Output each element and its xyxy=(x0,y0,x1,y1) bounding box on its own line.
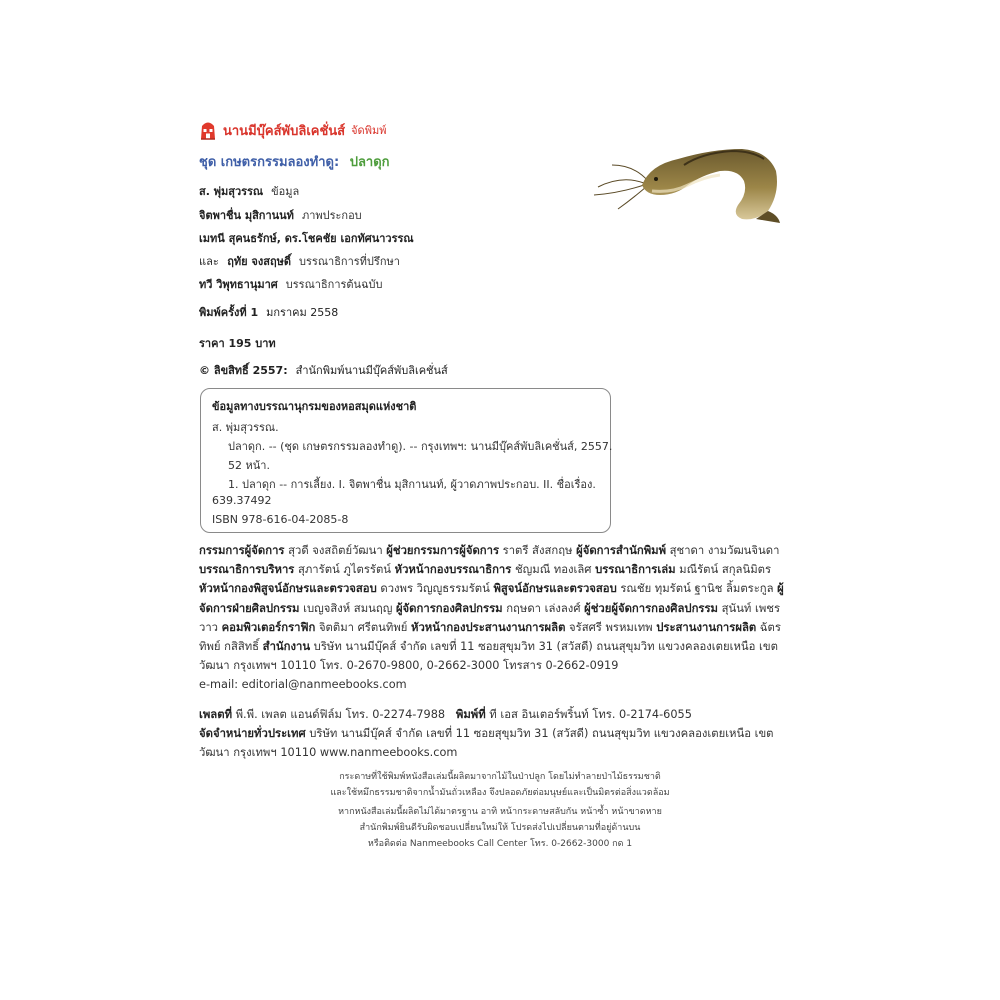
cip-isbn: ISBN 978-616-04-2085-8 xyxy=(212,513,349,526)
note-line: และใช้หมึกธรรมชาติจากน้ำมันถั่วเหลือง จึงปลอดภัยต่อมนุษย์และเป็นมิตรต่อสิ่งแวดล้อม xyxy=(330,788,670,798)
credit-role: บรรณาธิการต้นฉบับ xyxy=(285,278,383,291)
staff-role: พิสูจน์อักษรและตรวจสอบ xyxy=(493,582,617,596)
credit-name: ฤทัย จงสฤษดิ์ xyxy=(227,255,292,268)
plate-value: พี.พี. เพลต แอนด์ฟิล์ม โทร. 0-2274-7988 xyxy=(235,708,446,721)
staff-role: สำนักงาน xyxy=(262,640,311,654)
edition-date: มกราคม 2558 xyxy=(266,306,339,319)
cip-line: ปลาดุก. -- (ชุด เกษตรกรรมลองทำดู). -- กรุงเทพฯ: นานมีบุ๊คส์พับลิเคชั่นส์, 2557. xyxy=(228,440,613,453)
staff-name: รณชัย ทุมรัตน์ ฐานิช ลิ้มตระกูล xyxy=(620,582,774,596)
publisher-role: จัดพิมพ์ xyxy=(351,124,387,137)
staff-name: สุชาดา งามวัฒนจินดา xyxy=(669,544,780,557)
staff-role: ผู้จัดการกองศิลปกรรม xyxy=(395,601,503,615)
copyright-label: © ลิขสิทธิ์ 2557: xyxy=(199,364,288,377)
credit-role: ภาพประกอบ xyxy=(301,209,362,222)
plate-label: เพลตที่ xyxy=(199,708,233,721)
staff-role: ประสานงานการผลิต xyxy=(656,620,757,634)
cip-data-box xyxy=(200,388,611,533)
printing-info xyxy=(199,705,799,763)
edition-line xyxy=(199,303,338,321)
note-line: หรือติดต่อ Nanmeebooks Call Center โทร. 0-2662-3000 กด 1 xyxy=(367,839,633,849)
distributor-label: จัดจำหน่ายทั่วประเทศ xyxy=(199,727,306,741)
publisher-header xyxy=(199,118,386,142)
printer-value: ที เอส อินเตอร์พริ้นท์ โทร. 0-2174-6055 xyxy=(489,708,692,721)
series-label: ชุด xyxy=(199,155,217,170)
price-label: ราคา 195 บาท xyxy=(199,337,276,350)
copyright-holder: สำนักพิมพ์นานมีบุ๊คส์พับลิเคชั่นส์ xyxy=(295,364,448,377)
staff-name: สุภารัตน์ ภูไตรรัตน์ xyxy=(297,563,392,577)
credit-prefix: และ xyxy=(199,255,219,268)
staff-role: คอมพิวเตอร์กราฟิก xyxy=(221,620,316,634)
staff-name: สุนันท์ เพชรวาว xyxy=(199,601,781,634)
staff-name: จรัสศรี พรหมเทพ xyxy=(569,620,653,634)
distributor-value: บริษัท นานมีบุ๊คส์ จำกัด เลขที่ 11 ซอยสุขุมวิท 31 (สวัสดี) ถนนสุขุมวิท แขวงคลองเตยเหนือ เขตวัฒนา กรุงเทพฯ 10110 www.nanmeebooks.com xyxy=(199,727,774,760)
staff-role: หัวหน้ากองพิสูจน์อักษรและตรวจสอบ xyxy=(199,582,377,596)
defect-note xyxy=(0,804,1000,852)
cip-line: ส. พุ่มสุวรรณ. xyxy=(212,421,279,434)
staff-name: เบญจสิงห์ สมนฤญ xyxy=(303,601,393,615)
book-title: ปลาดุก xyxy=(349,155,390,170)
staff-name: ดวงพร วิญญูธรรมรัตน์ xyxy=(380,582,490,596)
cip-title: ข้อมูลทางบรรณานุกรมของหอสมุดแห่งชาติ xyxy=(212,400,417,413)
staff-role: บรรณาธิการบริหาร xyxy=(199,563,295,577)
series-name: เกษตรกรรมลองทำดู: xyxy=(220,155,340,170)
copyright-line xyxy=(199,361,448,379)
edition-label: พิมพ์ครั้งที่ 1 xyxy=(199,306,259,319)
staff-list xyxy=(199,541,791,695)
staff-role: หัวหน้ากองบรรณาธิการ xyxy=(394,563,512,577)
note-line: หากหนังสือเล่มนี้ผลิตไม่ได้มาตรฐาน อาทิ หน้ากระดาษสลับกัน หน้าซ้ำ หน้าขาดหาย xyxy=(338,807,662,817)
staff-name: จิตติมา ศรีตนทิพย์ xyxy=(318,620,408,634)
series-title xyxy=(199,151,390,172)
credit-role: บรรณาธิการที่ปรึกษา xyxy=(299,255,400,268)
credit-name: ส. พุ่มสุวรรณ xyxy=(199,185,264,198)
cip-line: 52 หน้า. xyxy=(228,459,270,472)
catfish-illustration xyxy=(592,135,792,225)
credit-name: จิตพาชื่น มุสิกานนท์ xyxy=(199,209,294,222)
credit-line xyxy=(199,182,299,200)
printer-label: พิมพ์ที่ xyxy=(455,708,486,721)
staff-name: กฤษดา เล่งลงศ์ xyxy=(506,601,581,615)
credit-line xyxy=(199,206,362,224)
credit-name: เมทนี สุคนธรักษ์, ดร.โชคชัย เอกทัศนาวรรณ xyxy=(199,232,414,245)
cip-line: 1. ปลาดุก -- การเลี้ยง. I. จิตพาชื่น มุสิกานนท์, ผู้วาดภาพประกอบ. II. ชื่อเรื่อง. xyxy=(228,478,596,491)
nanmee-logo-icon xyxy=(199,119,217,141)
staff-name: ชัญมณี ทองเลิศ xyxy=(514,563,592,577)
credit-line xyxy=(199,229,414,247)
staff-role: ผู้จัดการสำนักพิมพ์ xyxy=(576,544,667,557)
credit-name: ทวี วิพุทธานุมาศ xyxy=(199,278,278,291)
publisher-name: นานมีบุ๊คส์พับลิเคชั่นส์ xyxy=(223,123,346,139)
note-line: สำนักพิมพ์ยินดีรับผิดชอบเปลี่ยนใหม่ให้ โปรดส่งไปเปลี่ยนตามที่อยู่ด้านบน xyxy=(359,823,641,833)
staff-role: ผู้จัดการฝ่ายศิลปกรรม xyxy=(199,582,784,615)
paper-note xyxy=(0,769,1000,801)
cip-line: 639.37492 xyxy=(212,494,272,507)
credit-line xyxy=(199,252,400,270)
staff-role: บรรณาธิการเล่ม xyxy=(595,563,676,577)
staff-name: มณีรัตน์ สกุลนิมิตร xyxy=(679,563,772,577)
email-address: e-mail: editorial@nanmeebooks.com xyxy=(199,678,407,692)
staff-name: สุวดี จงสถิตย์วัฒนา xyxy=(288,544,383,557)
credit-line xyxy=(199,275,383,293)
price-line xyxy=(199,334,276,352)
staff-role: หัวหน้ากองประสานงานการผลิต xyxy=(411,620,566,634)
staff-role: ผู้ช่วยผู้จัดการกองศิลปกรรม xyxy=(584,601,718,615)
staff-role: ผู้ช่วยกรรมการผู้จัดการ xyxy=(386,544,500,557)
staff-name: ฉัตรทิพย์ กสิสิทธิ์ xyxy=(199,620,781,654)
note-line: กระดาษที่ใช้พิมพ์หนังสือเล่มนี้ผลิตมาจากไม้ในป่าปลูก โดยไม่ทำลายป่าไม้ธรรมชาติ xyxy=(339,772,661,782)
staff-role: กรรมการผู้จัดการ xyxy=(199,544,285,557)
credit-role: ข้อมูล xyxy=(271,185,300,198)
office-address: บริษัท นานมีบุ๊คส์ จำกัด เลขที่ 11 ซอยสุขุมวิท 31 (สวัสดี) ถนนสุขุมวิท แขวงคลองเตยเหนือ เขตวัฒนา กรุงเทพฯ 10110 โทร. 0-2670-9800, 0-2662-3000 โทรสาร 0-2662-0919 xyxy=(199,640,778,673)
staff-name: ราตรี สังสกฤษ xyxy=(502,544,573,557)
